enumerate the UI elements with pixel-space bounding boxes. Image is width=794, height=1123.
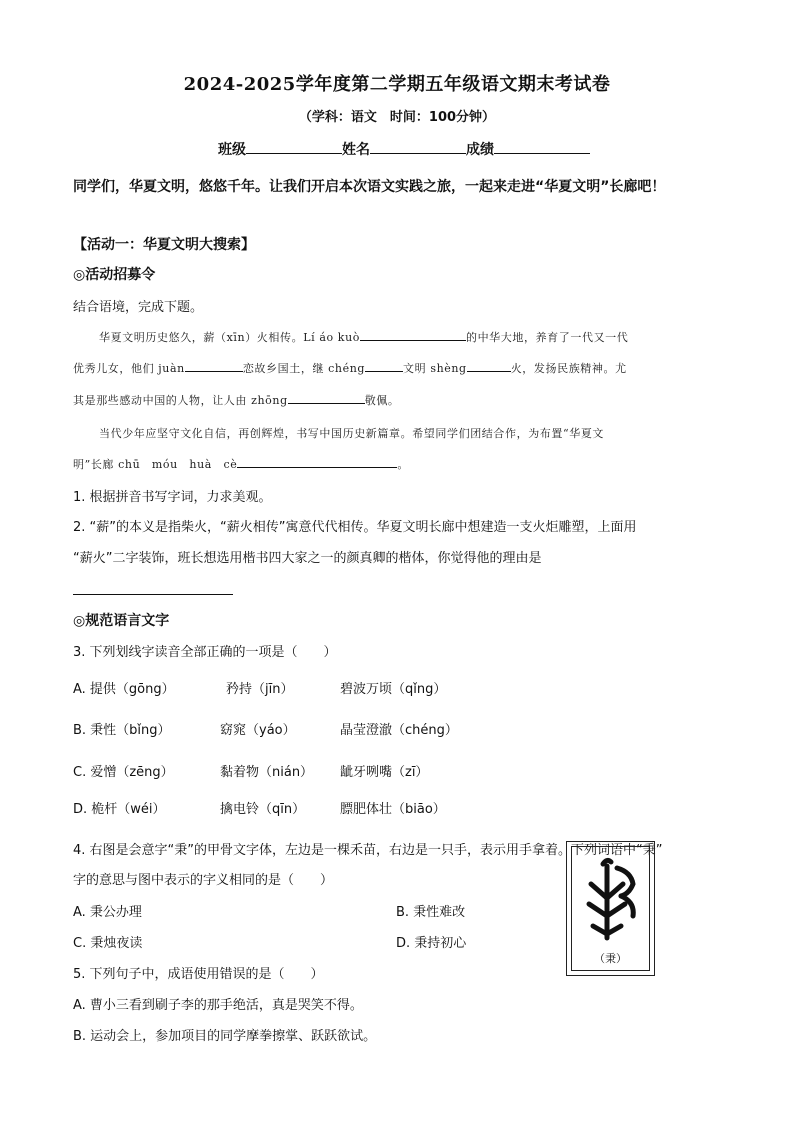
q3-option-a-word3: 碧波万顷（qǐng）	[340, 682, 447, 697]
q3-option-a-word2: 矜持（jīn）	[226, 682, 294, 697]
q3-option-c-word3: 龇牙咧嘴（zī）	[340, 765, 429, 780]
q3-option-b-word2: 窈窕（yáo）	[220, 723, 296, 738]
passage-text: 恋故乡国土，继 chéng	[242, 362, 366, 375]
q4-option-a[interactable]: A. 秉公办理	[73, 905, 142, 920]
answer-blank[interactable]	[467, 360, 511, 372]
intro-paragraph: 同学们，华夏文明，悠悠千年。让我们开启本次语文实践之旅，一起来走进“华夏文明”长廊吧！	[73, 179, 666, 195]
instruction-text: 结合语境，完成下题。	[73, 300, 204, 315]
q3-option-d[interactable]: D. 桅杆（wéi）	[73, 802, 166, 817]
passage-text: 敬佩。	[364, 394, 400, 407]
q5-option-b[interactable]: B. 运动会上，参加项目的同学摩拳擦掌、跃跃欲试。	[73, 1029, 377, 1044]
q3-option-b-word3: 晶莹澄澈（chéng）	[340, 723, 458, 738]
passage-text: 华夏文明历史悠久，薪（xīn）火相传。Lí áo kuò	[99, 331, 360, 344]
section-language-norms: ◎规范语言文字	[73, 613, 170, 629]
score-blank[interactable]	[494, 139, 590, 154]
q3-option-b[interactable]: B. 秉性（bǐng）	[73, 723, 171, 738]
name-blank[interactable]	[370, 139, 466, 154]
oracle-bone-caption: （秉）	[594, 952, 627, 965]
passage-text: 文明 shèng	[403, 362, 467, 375]
answer-blank[interactable]	[237, 456, 397, 468]
passage-line	[73, 456, 409, 472]
name-label: 姓名	[342, 142, 370, 158]
question-1: 1. 根据拼音书写字词，力求美观。	[73, 490, 272, 505]
passage-line	[99, 329, 628, 345]
oracle-bone-glyph-icon	[581, 854, 641, 946]
q3-option-d-word2: 擒电铃（qīn）	[220, 802, 306, 817]
q3-option-a[interactable]: A. 提供（gōng）	[73, 682, 175, 697]
answer-blank[interactable]	[365, 360, 403, 372]
student-info-row	[218, 139, 590, 159]
question-2-line1: 2. “薪”的本义是指柴火，“薪火相传”寓意代代相传。华夏文明长廊中想建造一支火炬雕塑，上面用	[73, 520, 637, 535]
passage-text: 火，发扬民族精神。尤	[510, 362, 627, 375]
answer-blank[interactable]	[288, 392, 365, 404]
passage-text: 明”长廊 chū móu huà cè	[73, 458, 238, 471]
passage-text: 的中华大地，养育了一代又一代	[465, 331, 629, 344]
section-recruitment: ◎活动招募令	[73, 267, 156, 283]
answer-blank[interactable]	[185, 360, 243, 372]
exam-subtitle: （学科：语文 时间：100分钟）	[298, 110, 496, 125]
score-label: 成绩	[466, 142, 494, 158]
question-2-line2: “薪火”二字装饰，班长想选用楷书四大家之一的颜真卿的楷体，你觉得他的理由是	[73, 551, 542, 566]
answer-line[interactable]	[73, 594, 233, 595]
q4-option-c[interactable]: C. 秉烛夜读	[73, 936, 143, 951]
question-5: 5. 下列句子中，成语使用错误的是（ ）	[73, 967, 324, 982]
question-4-line2: 字的意思与图中表示的字义相同的是（ ）	[73, 873, 334, 888]
q4-option-d[interactable]: D. 秉持初心	[396, 936, 467, 951]
answer-blank[interactable]	[360, 329, 466, 341]
passage-line	[73, 360, 627, 376]
passage-line	[73, 392, 400, 408]
question-4-line1: 4. 右图是会意字“秉”的甲骨文字体，左边是一棵禾苗，右边是一只手，表示用手拿着。下列词语中“秉”	[73, 843, 663, 858]
q4-option-b[interactable]: B. 秉性难改	[396, 905, 466, 920]
class-label: 班级	[218, 142, 246, 158]
passage-text: 其是那些感动中国的人物，让人由 zhōng	[73, 394, 288, 407]
passage-line: 当代少年应坚守文化自信，再创辉煌，书写中国历史新篇章。希望同学们团结合作，为布置“华夏文	[99, 427, 605, 440]
passage-text: 优秀儿女，他们 juàn	[73, 362, 185, 375]
question-3: 3. 下列划线字读音全部正确的一项是（ ）	[73, 645, 337, 660]
passage-text: 。	[397, 458, 409, 471]
class-blank[interactable]	[246, 139, 342, 154]
q3-option-d-word3: 膘肥体壮（biāo）	[340, 802, 446, 817]
q3-option-c[interactable]: C. 爱憎（zēng）	[73, 765, 174, 780]
q3-option-c-word2: 黏着物（nián）	[220, 765, 314, 780]
exam-title: 2024-2025学年度第二学期五年级语文期末考试卷	[183, 74, 611, 95]
q5-option-a[interactable]: A. 曹小三看到刷子李的那手绝活，真是哭笑不得。	[73, 998, 363, 1013]
oracle-bone-figure	[566, 841, 655, 976]
activity-heading: 【活动一：华夏文明大搜索】	[73, 237, 255, 253]
